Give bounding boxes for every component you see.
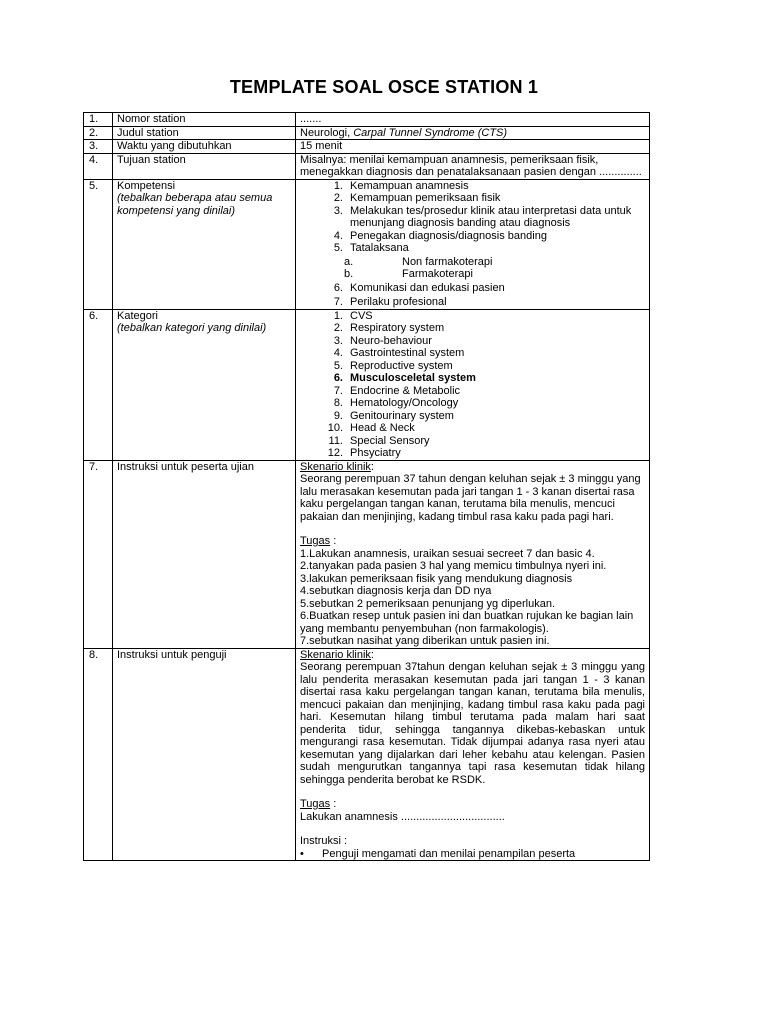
bullet-icon: •: [300, 847, 304, 860]
list-item: 8. Hematology/Oncology: [333, 397, 459, 409]
sub-list-item: b. Farmakoterapi: [344, 268, 473, 280]
row-label: Judul station: [113, 126, 296, 140]
row-value: .......: [296, 113, 650, 127]
table-row: [84, 309, 650, 460]
scenario-text: Seorang perempuan 37 tahun dengan keluhan sejak ± 3 minggu yang lalu merasakan kesemutan pada jari tangan 1 - 3 kanan disertai rasa kaku pergelangan tangan kanan, terutama bila menulis, mencuci pakaian dan menjinjing, kadang timbul rasa kaku pada pagi hari.: [300, 473, 641, 523]
label-note: (tebalkan kategori yang dinilai): [117, 322, 267, 334]
task-line: Lakukan anamnesis ..................................: [300, 810, 505, 823]
list-item: 10. Head & Neck: [327, 422, 415, 434]
row-label: [113, 309, 296, 460]
list-item: 5. Tatalaksana: [333, 242, 409, 254]
row-label: Instruksi untuk penguji: [113, 648, 296, 861]
row-number: 2.: [84, 126, 113, 140]
table-row: [84, 460, 650, 648]
list-item: 1. Kemampuan anamnesis: [333, 179, 469, 192]
instruction-bullet: • Penguji mengamati dan menilai penampilan peserta: [300, 847, 576, 860]
list-item: 9. Genitourinary system: [333, 409, 454, 422]
task-item: 6.Buatkan resep untuk pasien ini dan buatkan rujukan ke bagian lain yang membantu penyembuhan (non farmakologis).: [300, 610, 634, 635]
row-number: 3.: [84, 140, 113, 154]
task-item: 3.lakukan pemeriksaan fisik yang mendukung diagnosis: [300, 572, 573, 585]
row-value: [296, 126, 650, 140]
task-item: 5.sebutkan 2 pemeriksaan penunjang yg diperlukan.: [300, 597, 556, 610]
osce-table: [83, 112, 650, 861]
row-value: Misalnya: menilai kemampuan anamnesis, pemeriksaan fisik, menegakkan diagnosis dan penatalaksanaan pasien dengan ..............: [296, 153, 650, 179]
row-label: Tujuan station: [113, 153, 296, 179]
competency-list-cont: [300, 282, 645, 309]
table-row: [84, 113, 650, 127]
value-prefix: Neurologi,: [300, 126, 354, 139]
task-heading: Tugas :: [300, 798, 337, 810]
task-item: 2.tanyakan pada pasien 3 hal yang memicu timbulnya nyeri ini.: [300, 560, 607, 572]
row-label: Waktu yang dibutuhkan: [113, 140, 296, 154]
sub-list-item: a. Non farmakoterapi: [344, 255, 493, 268]
scenario-heading: Skenario klinik:: [300, 460, 374, 473]
row-number: 1.: [84, 113, 113, 127]
list-item-selected: 6. Musculosceletal system: [333, 372, 476, 384]
row-number: 7.: [84, 460, 113, 648]
label-main: Kompetensi: [117, 179, 176, 192]
row-number: 8.: [84, 648, 113, 861]
tatalaksana-sublist: [300, 256, 645, 281]
row-value: [296, 179, 650, 309]
list-item: 1. CVS: [333, 309, 373, 322]
task-heading: Tugas :: [300, 535, 337, 547]
scenario-heading: Skenario klinik:: [300, 648, 374, 661]
row-value: 15 menit: [296, 140, 650, 154]
list-item: 6. Komunikasi dan edukasi pasien: [333, 281, 505, 294]
table-row: [84, 153, 650, 179]
scenario-text: Seorang perempuan 37tahun dengan keluhan sejak ± 3 minggu yang lalu penderita merasakan kesemutan pada jari tangan 1 - 3 kanan disertai rasa kaku pergelangan tangan kanan, terutama bila menulis, mencuci pakaian dan menjinjing, kadang timbul rasa kaku pada pagi hari. Kesemutan hilang timbul terutama pada malam hari saat penderita tidur, sehingga tangannya dikebas-kebaskan untuk mengurangi rasa kesemutan. Tidak dijumpai adanya rasa nyeri atau kesemutan yang dijalarkan dari leher kebahu atau kelengan. Pasien sudah mengurutkan tangannya tapi rasa kesemutan tidak hilang sehingga penderita berobat ke RSDK.: [300, 661, 645, 786]
list-item: 5. Reproductive system: [333, 359, 453, 372]
list-item: 7. Perilaku profesional: [333, 296, 447, 308]
task-item: 7.sebutkan nasihat yang diberikan untuk pasien ini.: [300, 635, 550, 647]
list-item: 11. Special Sensory: [328, 434, 430, 447]
task-item: 1.Lakukan anamnesis, uraikan sesuai secreet 7 dan basic 4.: [300, 547, 595, 560]
label-main: Kategori: [117, 309, 158, 322]
list-item: 7. Endocrine & Metabolic: [333, 384, 461, 397]
value-italic: Carpal Tunnel Syndrome (CTS): [353, 126, 508, 139]
row-label: Nomor station: [113, 113, 296, 127]
document-title: TEMPLATE SOAL OSCE STATION 1: [229, 77, 539, 97]
row-value: [296, 460, 650, 648]
row-number: 5.: [84, 179, 113, 309]
list-item: 4. Gastrointestinal system: [333, 347, 465, 359]
instruction-heading: Instruksi :: [300, 835, 348, 847]
list-item: 4. Penegakan diagnosis/diagnosis banding: [333, 229, 547, 242]
table-row: [84, 179, 650, 309]
row-label: [113, 179, 296, 309]
category-list: [300, 310, 645, 460]
list-item: 3. Melakukan tes/prosedur klinik atau interpretasi data untuk menunjang diagnosis banding atau diagnosis: [333, 204, 632, 229]
row-number: 4.: [84, 153, 113, 179]
row-label: Instruksi untuk peserta ujian: [113, 460, 296, 648]
row-value: [296, 648, 650, 861]
table-row: [84, 140, 650, 154]
competency-list: [300, 180, 645, 255]
list-item: 12. Phsyciatry: [327, 447, 401, 459]
list-item: 3. Neuro-behaviour: [333, 334, 432, 347]
task-item: 4.sebutkan diagnosis kerja dan DD nya: [300, 585, 492, 597]
table-row: [84, 126, 650, 140]
label-note: (tebalkan beberapa atau semua kompetensi yang dinilai): [117, 192, 273, 217]
list-item: 2. Kemampuan pemeriksaan fisik: [333, 192, 501, 204]
table-row: [84, 648, 650, 861]
row-value: [296, 309, 650, 460]
list-item: 2. Respiratory system: [333, 322, 445, 334]
row-number: 6.: [84, 309, 113, 460]
